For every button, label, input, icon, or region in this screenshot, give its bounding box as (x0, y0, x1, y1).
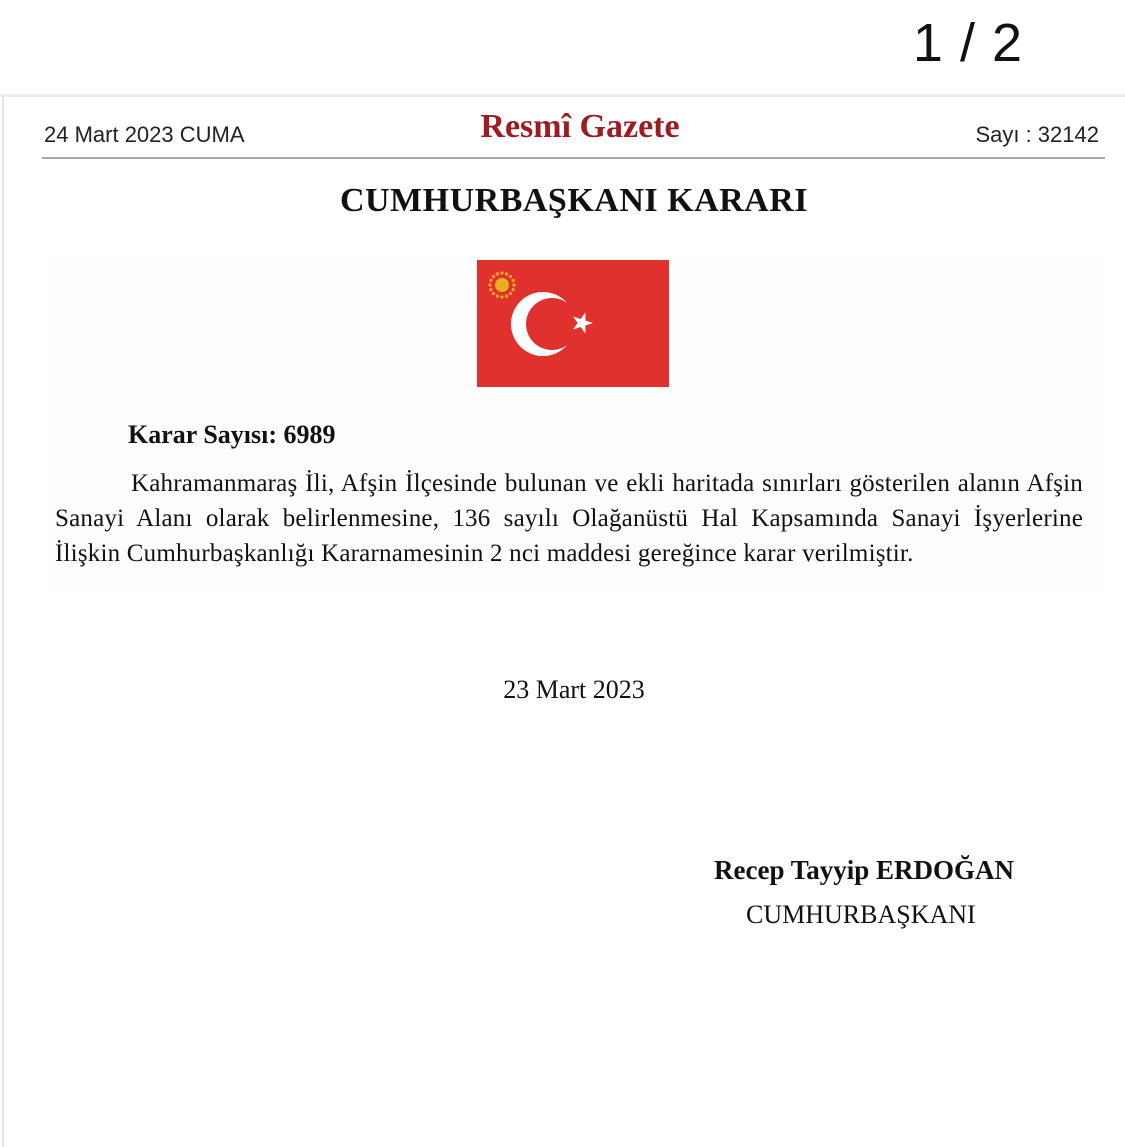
signer-name: Recep Tayyip ERDOĞAN (714, 855, 1015, 885)
signer-title: CUMHURBAŞKANI (746, 900, 976, 929)
decision-number: Karar Sayısı: 6989 (128, 420, 336, 449)
signing-date: 23 Mart 2023 (503, 675, 645, 704)
decision-body-text: Kahramanmaraş İli, Afşin İlçesinde bulunan ve ekli haritada sınırları gösterilen alanın Afşin Sanayi Alanı olarak belirlenmesine, 136 sayılı Olağanüstü Hal Kapsamında Sanayi İşyerlerine İlişkin Cumhurbaşkanlığı Kararnamesinin 2 nci maddesi gereğince karar verilmiştir. (55, 470, 1083, 567)
gazette-date: 24 Mart 2023 CUMA (44, 122, 245, 147)
document-heading: CUMHURBAŞKANI KARARI (339, 182, 809, 219)
page-counter: 1 / 2 (912, 13, 1023, 73)
turkish-flag-icon (477, 260, 669, 387)
gazette-title: Resmî Gazete (480, 108, 680, 145)
gazette-issue-number: Sayı : 32142 (975, 122, 1099, 147)
header-divider (42, 157, 1105, 159)
viewer-toolbar (0, 0, 1125, 97)
